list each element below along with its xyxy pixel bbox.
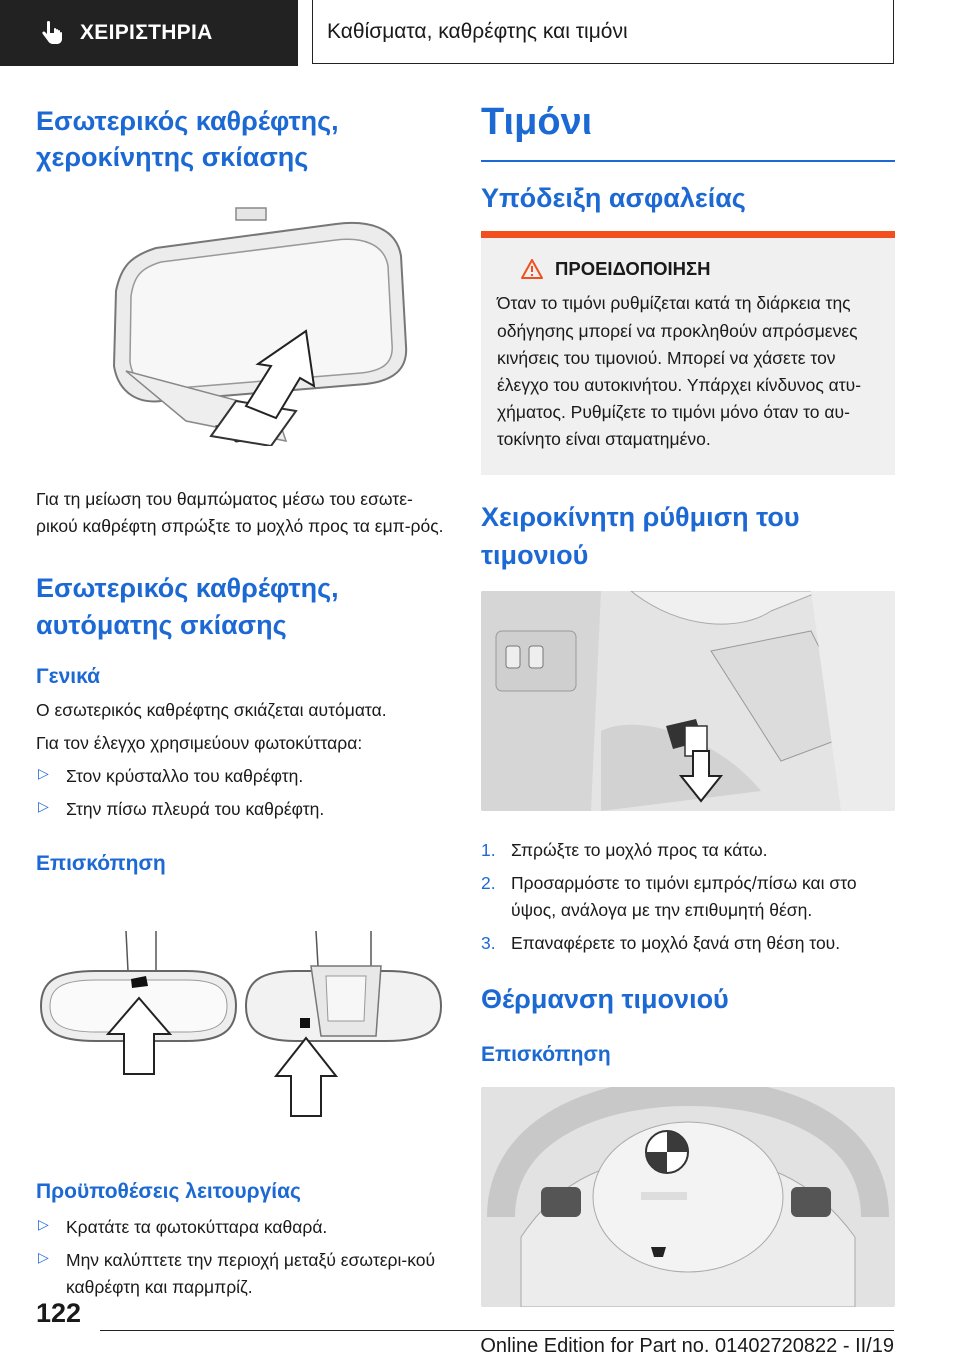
chapter-title: Καθίσματα, καθρέφτης και τιμόνι [327,19,628,43]
heating-heading: Θέρμανση τιμονιού [481,984,729,1015]
list-item: 2. Προσαρμόστε το τιμόνι εμπρός/πίσω και στο ύψος, ανάλογα με την επιθυμητή θέση. [481,872,857,920]
heating-overview-heading: Επισκόπηση [481,1043,611,1067]
left-column [36,100,444,1301]
footer-rule [100,1330,894,1331]
triangle-bullet-icon: ▷ [38,1248,49,1265]
list-item: ▷ Στον κρύσταλλο του καθρέφτη. [38,765,304,787]
hand-pointer-icon [36,18,66,48]
warning-box [481,238,895,475]
auto-dimming-heading: Εσωτερικός καθρέφτης, αυτόματης σκίασης [36,573,339,640]
steering-heading: Τιμόνι [481,101,593,143]
overview-heading: Επισκόπηση [36,851,166,875]
steering-wheel-photo [481,1087,895,1307]
section-tab[interactable] [0,0,298,66]
page-number: 122 [36,1298,82,1328]
general-text-2: Για τον έλεγχο χρησιμεύουν φωτοκύτταρα: [36,733,363,754]
manual-adjust-heading: Χειροκίνητη ρύθμιση του τιμονιού [481,502,800,570]
warning-title: ΠΡΟΕΙΔΟΠΟΙΗΣΗ [555,258,711,280]
warning-bar [481,231,895,238]
manual-dimming-text: Για τη μείωση του θαμπώματος μέσω του εσωτε-ρικού καθρέφτη σπρώξτε το μοχλό προς τα εμπ-ρός. [36,488,444,536]
heading-rule [481,160,895,162]
general-text-1: Ο εσωτερικός καθρέφτης σκιάζεται αυτόματα. [36,700,387,720]
general-heading: Γενικά [36,665,101,688]
page-header [0,0,960,66]
requirements-heading: Προϋποθέσεις λειτουργίας [36,1179,301,1203]
adjust-steps-list [481,837,895,958]
steering-lever-photo [481,591,895,811]
list-item: 1. Σπρώξτε το μοχλό προς τα κάτω. [481,839,768,860]
right-column [481,100,895,1307]
warning-triangle-icon [521,259,543,279]
list-item: 3. Επαναφέρετε το μοχλό ξανά στη θέση του. [481,933,841,954]
warning-title-row [497,258,879,280]
warning-text: Όταν το τιμόνι ρυθμίζεται κατά τη διάρκεια της οδήγησης μπορεί να προκληθούν απρόσμενες κινήσεις του τιμονιού. Μπορεί να χάσετε τον έλεγχο του αυτοκινήτου. Υπάρχει κίνδυνος ατυ-χήματος. Ρυθμίζετε το τιμόνι μόνο όταν το αυ-τοκίνητο είναι σταματημένο. [497,293,862,450]
mirror-manual-dimming-illustration [36,196,444,446]
section-label: ΧΕΙΡΙΣΤΗΡΙΑ [80,21,213,44]
mirror-sensors-illustration [36,926,444,1126]
list-item: ▷ Μην καλύπτετε την περιοχή μεταξύ εσωτερι-κού καθρέφτη και παρμπρίζ. [38,1248,436,1297]
chapter-tab[interactable] [312,0,894,64]
list-item: ▷ Κρατάτε τα φωτοκύτταρα καθαρά. [38,1215,328,1237]
triangle-bullet-icon: ▷ [38,798,49,815]
triangle-bullet-icon: ▷ [38,765,49,782]
requirements-list [36,1214,444,1301]
manual-dimming-heading: Εσωτερικός καθρέφτης, χεροκίνητης σκίασης [36,106,339,173]
safety-heading: Υπόδειξη ασφαλείας [481,182,746,213]
triangle-bullet-icon: ▷ [38,1215,49,1232]
list-item: ▷ Στην πίσω πλευρά του καθρέφτη. [38,798,325,820]
edition-text: Online Edition for Part no. 01402720822 - II/19 [480,1335,894,1357]
sensor-list [36,763,444,823]
